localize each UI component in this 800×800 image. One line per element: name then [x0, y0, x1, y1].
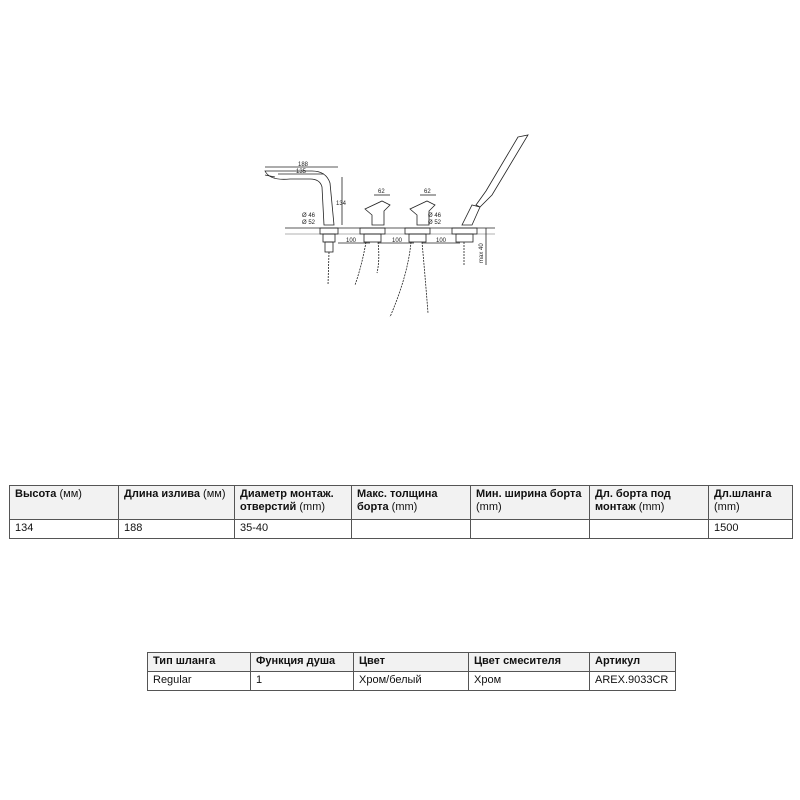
- header-cell: Цвет смесителя: [469, 653, 590, 672]
- table-row: [10, 520, 793, 539]
- table-cell: 134: [10, 520, 119, 539]
- dim-diameter-a2: Ø 46: [428, 213, 442, 219]
- header-cell: Функция душа: [251, 653, 354, 672]
- table-cell: [471, 520, 590, 539]
- table-cell: [590, 520, 709, 539]
- table-cell: 1500: [709, 520, 793, 539]
- dim-max-thickness: max 40: [479, 243, 485, 263]
- table-cell: [352, 520, 471, 539]
- dim-diameter-b1: Ø 52: [302, 220, 316, 226]
- dim-diameter-a1: Ø 46: [302, 213, 316, 219]
- header-cell: Артикул: [590, 653, 676, 672]
- table-cell: 188: [119, 520, 235, 539]
- header-cell: Макс. толщина борта (mm): [352, 486, 471, 520]
- dim-spout-reach: 135: [296, 169, 307, 175]
- table-cell: Хром/белый: [354, 672, 469, 691]
- header-cell: Цвет: [354, 653, 469, 672]
- table-header-row: [148, 653, 676, 672]
- dim-handle-1: 62: [378, 189, 385, 195]
- dim-spacing-1: 100: [346, 238, 357, 244]
- dim-spout-length: 188: [298, 162, 309, 168]
- header-cell: Дл.шланга (mm): [709, 486, 793, 520]
- dim-spacing-2: 100: [392, 238, 403, 244]
- table-header-row: [10, 486, 793, 520]
- header-cell: Длина излива (мм): [119, 486, 235, 520]
- table-cell: Regular: [148, 672, 251, 691]
- table-cell: Хром: [469, 672, 590, 691]
- product-table: [147, 652, 676, 691]
- dim-spacing-3: 100: [436, 238, 447, 244]
- dim-height: 134: [336, 201, 347, 207]
- header-cell: Диаметр монтаж. отверстий (mm): [235, 486, 352, 520]
- dim-diameter-b2: Ø 52: [428, 220, 442, 226]
- faucet-technical-drawing: [250, 125, 550, 325]
- table-cell: 35-40: [235, 520, 352, 539]
- header-cell: Мин. ширина борта (mm): [471, 486, 590, 520]
- table-cell: AREX.9033CR: [590, 672, 676, 691]
- header-cell: Дл. борта под монтаж (mm): [590, 486, 709, 520]
- table-cell: 1: [251, 672, 354, 691]
- dim-handle-2: 62: [424, 189, 431, 195]
- header-cell: Высота (мм): [10, 486, 119, 520]
- header-cell: Тип шланга: [148, 653, 251, 672]
- specs-table: [9, 485, 793, 539]
- table-row: [148, 672, 676, 691]
